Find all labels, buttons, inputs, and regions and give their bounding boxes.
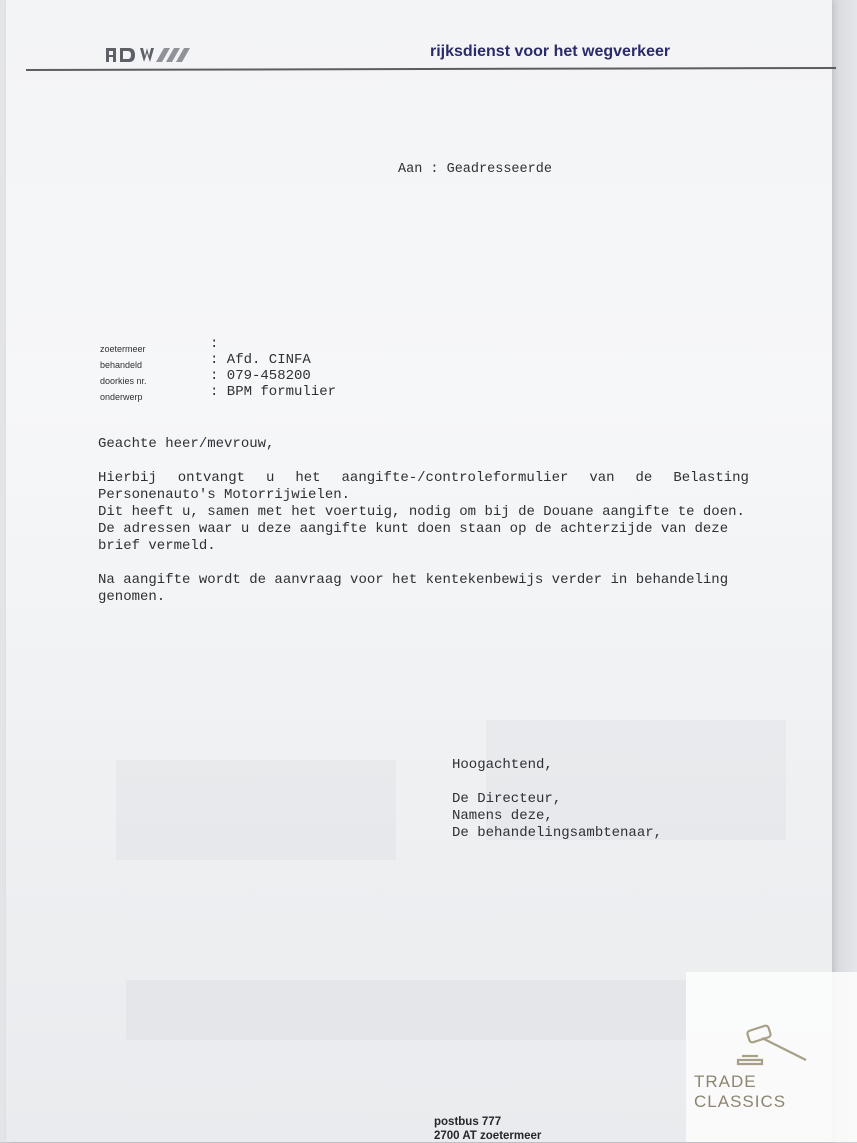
signatory-line: De Directeur, bbox=[452, 791, 562, 807]
meta-value: : 079-458200 bbox=[210, 368, 311, 384]
signatory-line: De behandelingsambtenaar, bbox=[452, 825, 663, 841]
postal-address bbox=[434, 1115, 541, 1143]
body-line: Dit heeft u, samen met het voertuig, nodig om bij de Douane aangifte te doen. bbox=[98, 504, 745, 520]
meta-label: behandeld bbox=[100, 360, 143, 370]
meta-value: : Afd. CINFA bbox=[210, 352, 311, 368]
signatory-line: Namens deze, bbox=[452, 808, 553, 824]
footer-line: 2700 AT zoetermeer bbox=[434, 1130, 542, 1142]
show-through bbox=[126, 980, 686, 1040]
closing-block bbox=[452, 757, 662, 842]
body-line: Na aangifte wordt de aanvraag voor het kentekenbewijs verder in behandeling bbox=[98, 572, 729, 588]
watermark-text: TRADE CLASSICS bbox=[694, 1072, 787, 1111]
reference-values bbox=[210, 336, 336, 400]
body-line: genomen. bbox=[98, 589, 166, 605]
body-line: De adressen waar u deze aangifte kunt doen staan op de achterzijde van deze bbox=[98, 521, 729, 537]
trade-classics-watermark bbox=[686, 972, 857, 1142]
body-line: Personenauto's Motorrijwielen. bbox=[98, 487, 351, 503]
body-line: Hierbij ontvangt u het aangifte-/controleformulier van de Belasting bbox=[98, 470, 749, 486]
addressee-line: Aan : Geadresseerde bbox=[398, 162, 552, 177]
meta-value: : BPM formulier bbox=[210, 384, 337, 400]
letter-body bbox=[98, 436, 758, 606]
agency-name: rijksdienst voor het wegverkeer bbox=[430, 43, 671, 60]
body-line: brief vermeld. bbox=[98, 538, 216, 554]
meta-label: zoetermeer bbox=[100, 344, 146, 354]
reference-labels bbox=[100, 341, 147, 405]
show-through bbox=[116, 760, 396, 860]
meta-value: : bbox=[210, 336, 219, 352]
footer-line: postbus 777 bbox=[434, 1116, 502, 1128]
salutation: Geachte heer/mevrouw, bbox=[98, 436, 275, 452]
gavel-icon bbox=[734, 1020, 814, 1068]
meta-label: doorkies nr. bbox=[100, 376, 147, 386]
paper-stack-edge bbox=[832, 0, 857, 1142]
rdw-logo-icon bbox=[104, 44, 204, 66]
closing-greeting: Hoogachtend, bbox=[452, 757, 553, 773]
meta-label: onderwerp bbox=[100, 392, 143, 402]
